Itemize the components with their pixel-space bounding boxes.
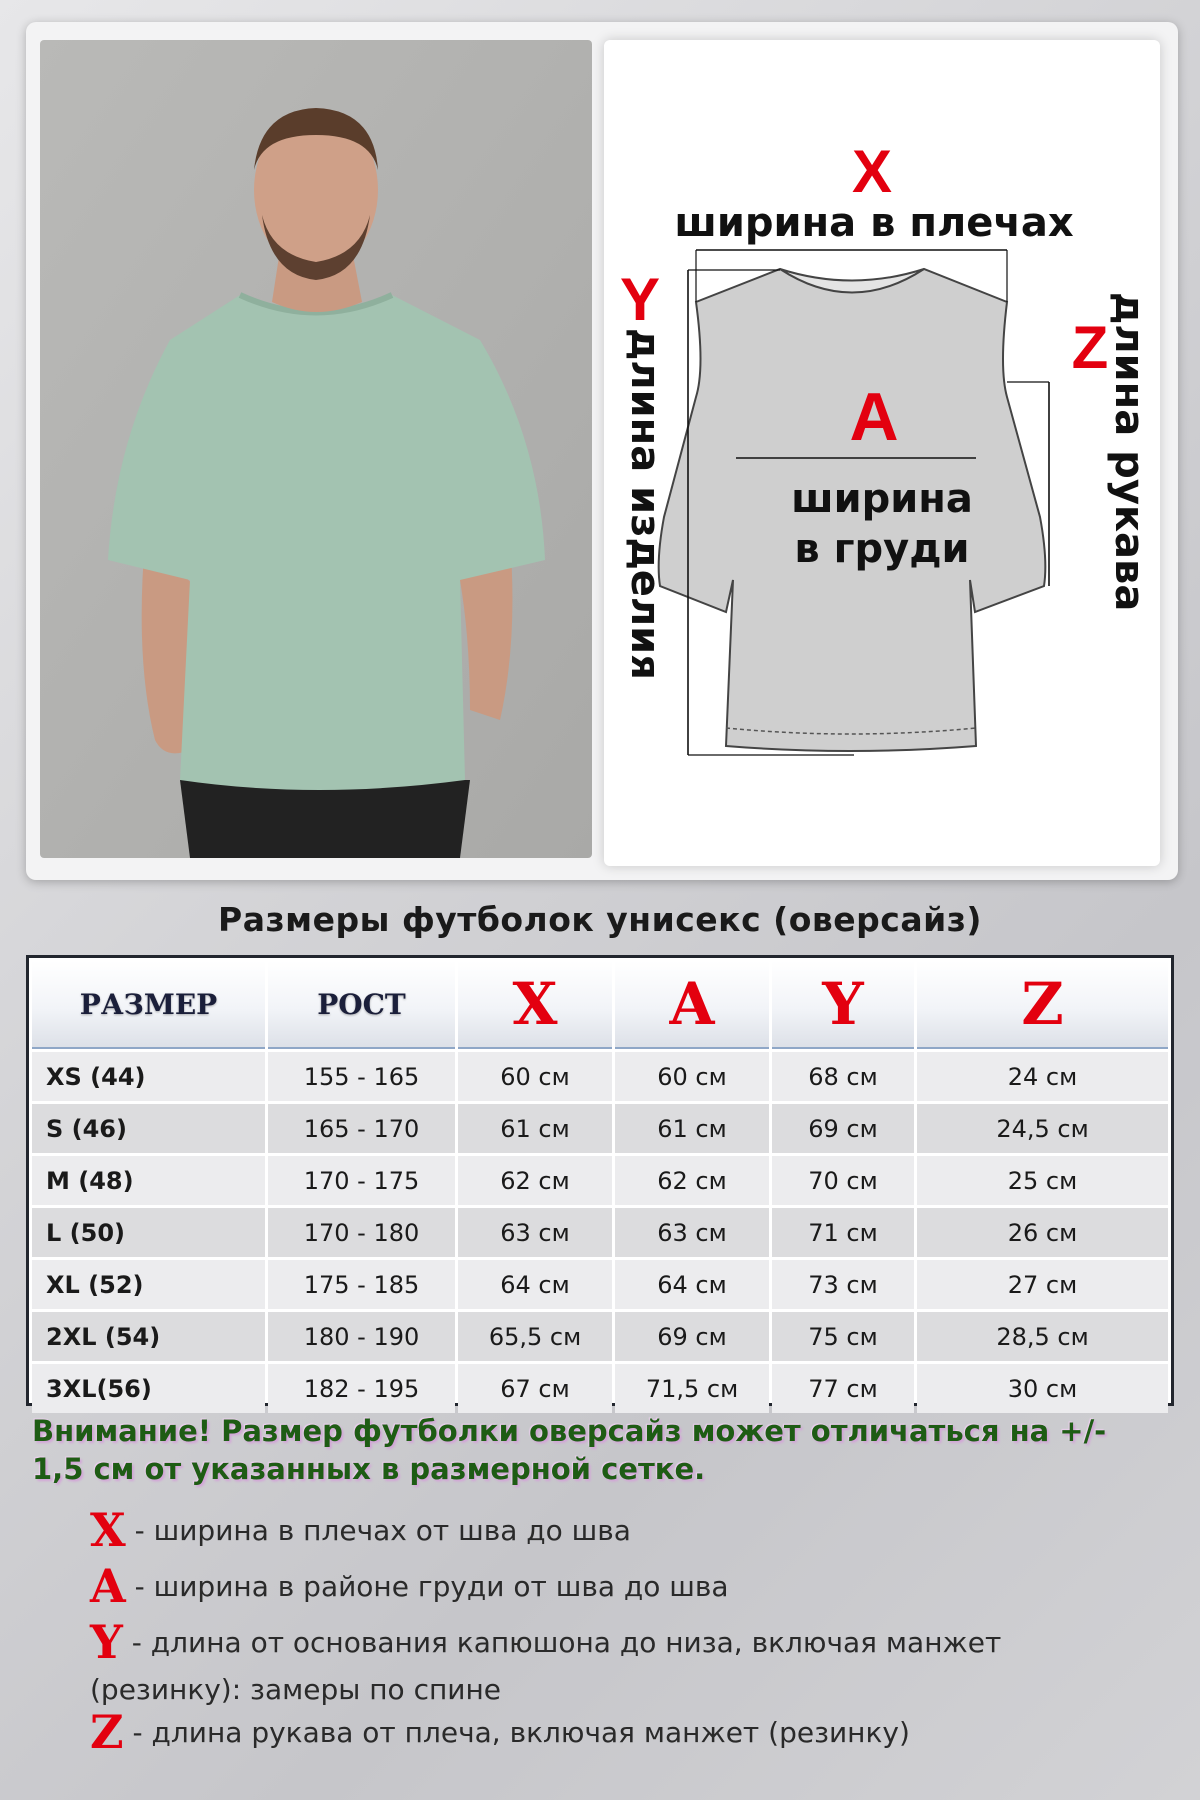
cell-x: 62 см [458, 1156, 612, 1205]
cell-z: 30 см [917, 1364, 1168, 1413]
table-header-row [32, 961, 1168, 1049]
table-row [32, 1052, 1168, 1101]
diagram-z-letter: Z [1071, 314, 1109, 381]
diagram-a-label-2: в груди [794, 526, 970, 572]
cell-x: 64 см [458, 1260, 612, 1309]
cell-y: 77 см [772, 1364, 914, 1413]
legend-y-continued [90, 1668, 501, 1712]
header-height: РОСТ [268, 961, 455, 1049]
cell-a: 69 см [615, 1312, 769, 1361]
legend-a-text: - ширина в районе груди от шва до шва [125, 1570, 729, 1603]
cell-height: 180 - 190 [268, 1312, 455, 1361]
legend-y-text: - длина от основания капюшона до низа, включая манжет [122, 1626, 1002, 1659]
cell-a: 61 см [615, 1104, 769, 1153]
measurement-diagram [604, 40, 1160, 866]
cell-z: 24 см [917, 1052, 1168, 1101]
legend-y [90, 1615, 1002, 1669]
table-row [32, 1364, 1168, 1413]
cell-size: 3XL(56) [32, 1364, 265, 1413]
header-x: X [458, 961, 612, 1049]
diagram-a-label-1: ширина [791, 476, 973, 522]
cell-x: 61 см [458, 1104, 612, 1153]
cell-size: L (50) [32, 1208, 265, 1257]
diagram-a-letter: A [849, 379, 899, 455]
cell-height: 155 - 165 [268, 1052, 455, 1101]
cell-a: 60 см [615, 1052, 769, 1101]
cell-y: 75 см [772, 1312, 914, 1361]
header-y: Y [772, 961, 914, 1049]
table-row [32, 1156, 1168, 1205]
cell-z: 28,5 см [917, 1312, 1168, 1361]
cell-z: 26 см [917, 1208, 1168, 1257]
cell-height: 165 - 170 [268, 1104, 455, 1153]
cell-a: 64 см [615, 1260, 769, 1309]
cell-x: 60 см [458, 1052, 612, 1101]
legend-z [90, 1705, 910, 1759]
header-size: РАЗМЕР [32, 961, 265, 1049]
cell-size: M (48) [32, 1156, 265, 1205]
cell-height: 182 - 195 [268, 1364, 455, 1413]
cell-x: 63 см [458, 1208, 612, 1257]
legend-a-letter: A [90, 1559, 126, 1613]
legend-a [90, 1559, 729, 1613]
cell-y: 69 см [772, 1104, 914, 1153]
cell-height: 170 - 175 [268, 1156, 455, 1205]
diagram-z-label: длина рукава [1106, 292, 1152, 612]
cell-size: 2XL (54) [32, 1312, 265, 1361]
legend-y-text-2: (резинку): замеры по спине [90, 1673, 502, 1706]
cell-height: 175 - 185 [268, 1260, 455, 1309]
diagram-y-letter: Y [619, 266, 661, 333]
cell-y: 71 см [772, 1208, 914, 1257]
page-title: Размеры футболок унисекс (оверсайз) [218, 900, 982, 939]
legend-x-text: - ширина в плечах от шва до шва [125, 1514, 631, 1547]
diagram-y-label: длина изделия [622, 328, 668, 680]
cell-height: 170 - 180 [268, 1208, 455, 1257]
legend-z-letter: Z [90, 1705, 124, 1759]
cell-a: 63 см [615, 1208, 769, 1257]
table-row [32, 1260, 1168, 1309]
table-row [32, 1208, 1168, 1257]
header-a: A [615, 961, 769, 1049]
cell-z: 27 см [917, 1260, 1168, 1309]
cell-size: S (46) [32, 1104, 265, 1153]
legend-z-text: - длина рукава от плеча, включая манжет (резинку) [123, 1716, 910, 1749]
header-z: Z [917, 961, 1168, 1049]
diagram-x-letter: X [851, 138, 893, 205]
cell-y: 68 см [772, 1052, 914, 1101]
cell-a: 62 см [615, 1156, 769, 1205]
table-row [32, 1104, 1168, 1153]
legend-x-letter: X [90, 1503, 126, 1557]
legend-y-letter: Y [90, 1615, 123, 1669]
cell-x: 67 см [458, 1364, 612, 1413]
cell-z: 24,5 см [917, 1104, 1168, 1153]
warning-line-1: Внимание! Размер футболки оверсайз может отличаться на +/- [32, 1414, 1107, 1448]
model-photo [40, 40, 592, 858]
size-table [26, 955, 1174, 1406]
table-row [32, 1312, 1168, 1361]
diagram-x-label: ширина в плечах [674, 200, 1074, 246]
size-table-grid [29, 958, 1171, 1416]
warning-line-2: 1,5 см от указанных в размерной сетке. [32, 1452, 706, 1486]
cell-size: XL (52) [32, 1260, 265, 1309]
cell-z: 25 см [917, 1156, 1168, 1205]
warning-note [32, 1412, 1182, 1488]
cell-size: XS (44) [32, 1052, 265, 1101]
legend-x [90, 1503, 631, 1557]
cell-a: 71,5 см [615, 1364, 769, 1413]
cell-y: 73 см [772, 1260, 914, 1309]
cell-y: 70 см [772, 1156, 914, 1205]
cell-x: 65,5 см [458, 1312, 612, 1361]
